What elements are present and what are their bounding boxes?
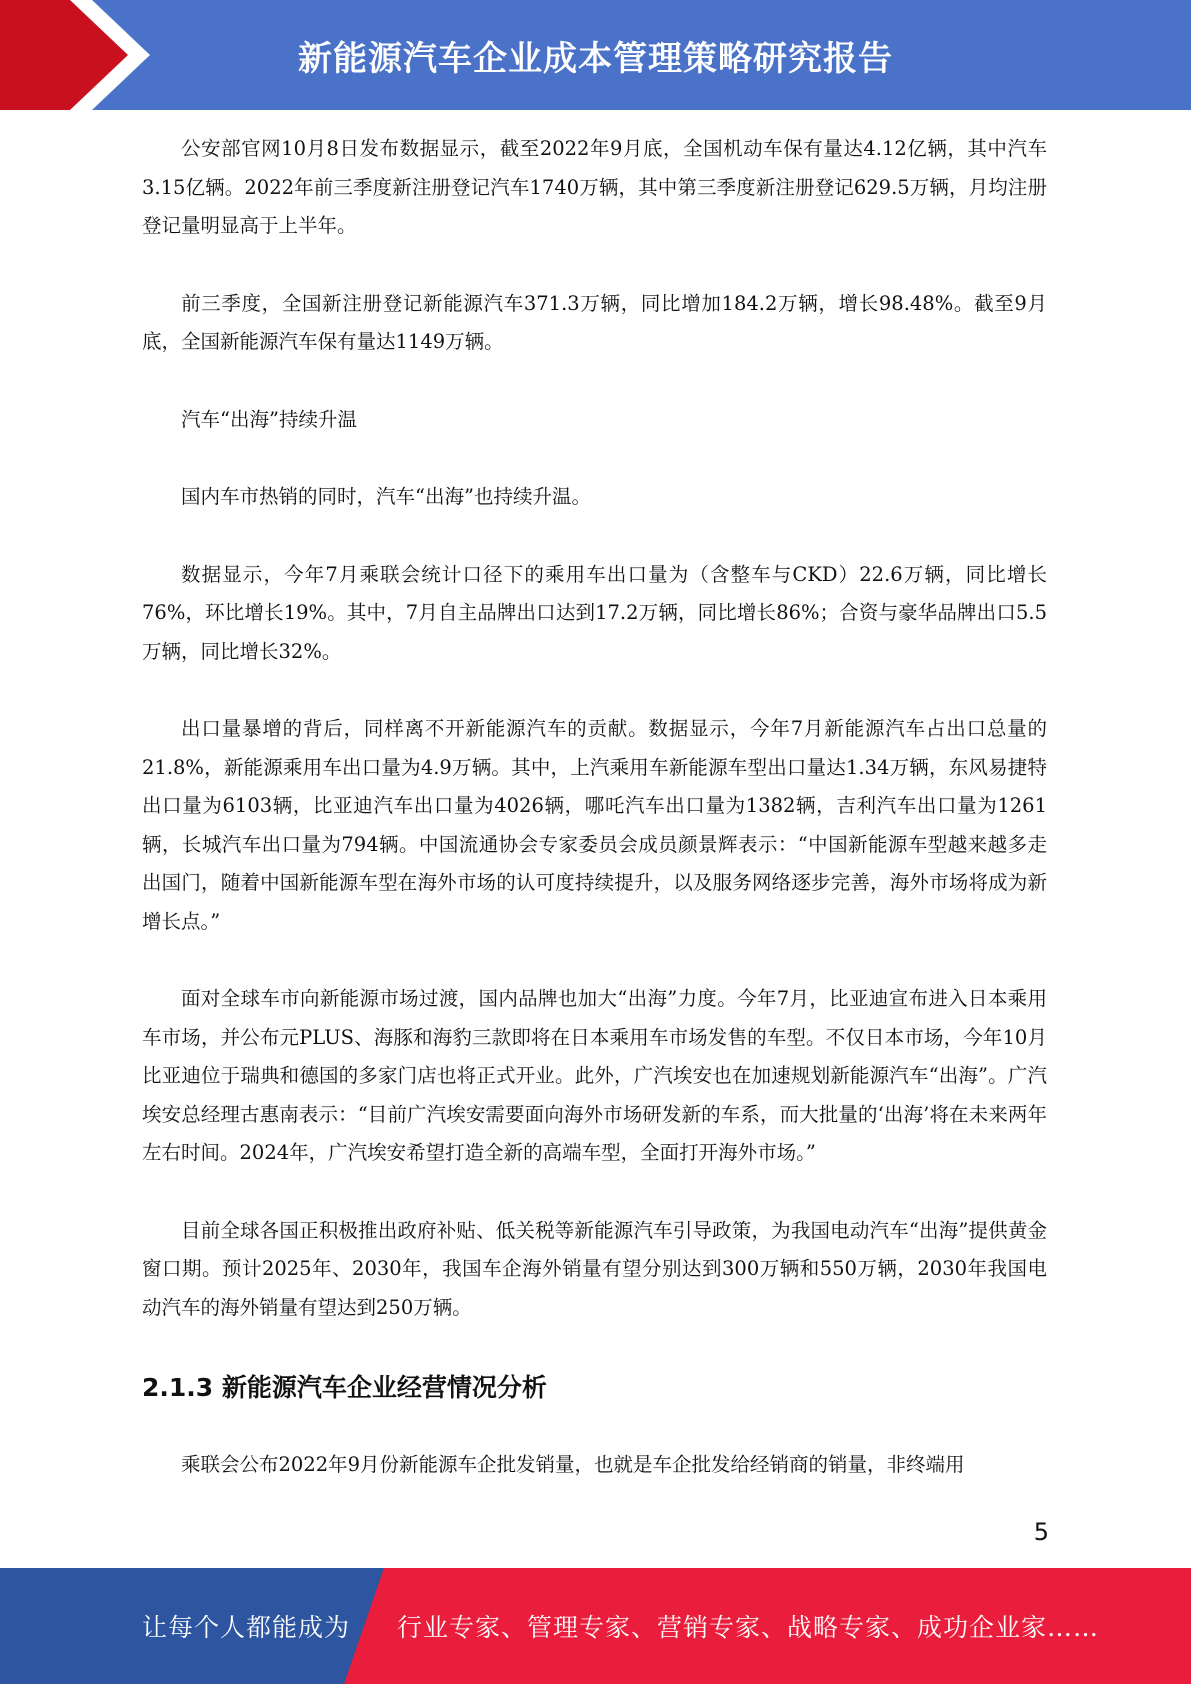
paragraph-2: 前三季度，全国新注册登记新能源汽车371.3万辆，同比增加184.2万辆，增长98.48%。截至9月底，全国新能源汽车保有量达1149万辆。	[142, 291, 1047, 353]
section-heading: 2.1.3 新能源汽车企业经营情况分析	[142, 1373, 547, 1402]
header-band	[0, 0, 1191, 110]
paragraph-6: 出口量暴增的背后，同样离不开新能源汽车的贡献。数据显示，今年7月新能源汽车占出口总量的21.8%，新能源乘用车出口量为4.9万辆。其中，上汽乘用车新能源车型出口量达1.34万辆，东风易捷特出口量为6103辆，比亚迪汽车出口量为4026辆，哪吒汽车出口量为1382辆，吉利汽车出口量为1261辆，长城汽车出口量为794辆。中国流通协会专家委员会成员颜景辉表示：“中国新能源车型越来越多走出国门，随着中国新能源车型在海外市场的认可度持续提升，以及服务网络逐步完善，海外市场将成为新增长点。”	[142, 717, 1047, 933]
paragraph-1: 公安部官网10月8日发布数据显示，截至2022年9月底，全国机动车保有量达4.12亿辆，其中汽车3.15亿辆。2022年前三季度新注册登记汽车1740万辆，其中第三季度新注册登记629.5万辆，月均注册登记量明显高于上半年。	[142, 137, 1047, 237]
paragraph-9: 乘联会公布2022年9月份新能源车企批发销量，也就是车企批发给经销商的销量，非终端用	[181, 1453, 965, 1476]
header-arrow-icon	[0, 0, 150, 110]
footer-slogan-right: 行业专家、管理专家、营销专家、战略专家、成功企业家……	[397, 1613, 1100, 1642]
page-number: 5	[1033, 1518, 1049, 1546]
paragraph-5: 数据显示，今年7月乘联会统计口径下的乘用车出口量为（含整车与CKD）22.6万辆，同比增长76%，环比增长19%。其中，7月自主品牌出口达到17.2万辆，同比增长86%；合资与豪华品牌出口5.5万辆，同比增长32%。	[142, 562, 1047, 663]
main-content	[142, 130, 1047, 1524]
paragraph-8: 目前全球各国正积极推出政府补贴、低关税等新能源汽车引导政策，为我国电动汽车“出海”提供黄金窗口期。预计2025年、2030年，我国车企海外销量有望分别达到300万辆和550万辆，2030年我国电动汽车的海外销量有望达到250万辆。	[142, 1218, 1047, 1319]
footer-slogan-left: 让每个人都能成为	[142, 1613, 351, 1642]
footer-band	[0, 1568, 1191, 1684]
paragraph-4: 国内车市热销的同时，汽车“出海”也持续升温。	[181, 485, 591, 508]
document-title: 新能源汽车企业成本管理策略研究报告	[298, 38, 893, 79]
paragraph-7: 面对全球车市向新能源市场过渡，国内品牌也加大“出海”力度。今年7月，比亚迪宣布进入日本乘用车市场，并公布元PLUS、海豚和海豹三款即将在日本乘用车市场发售的车型。不仅日本市场，今年10月比亚迪位于瑞典和德国的多家门店也将正式开业。此外，广汽埃安也在加速规划新能源汽车“出海”。广汽埃安总经理古惠南表示：“目前广汽埃安需要面向海外市场研发新的车系，而大批量的‘出海’将在未来两年左右时间。2024年，广汽埃安希望打造全新的高端车型，全面打开海外市场。”	[142, 987, 1047, 1164]
paragraph-3: 汽车“出海”持续升温	[181, 407, 357, 431]
